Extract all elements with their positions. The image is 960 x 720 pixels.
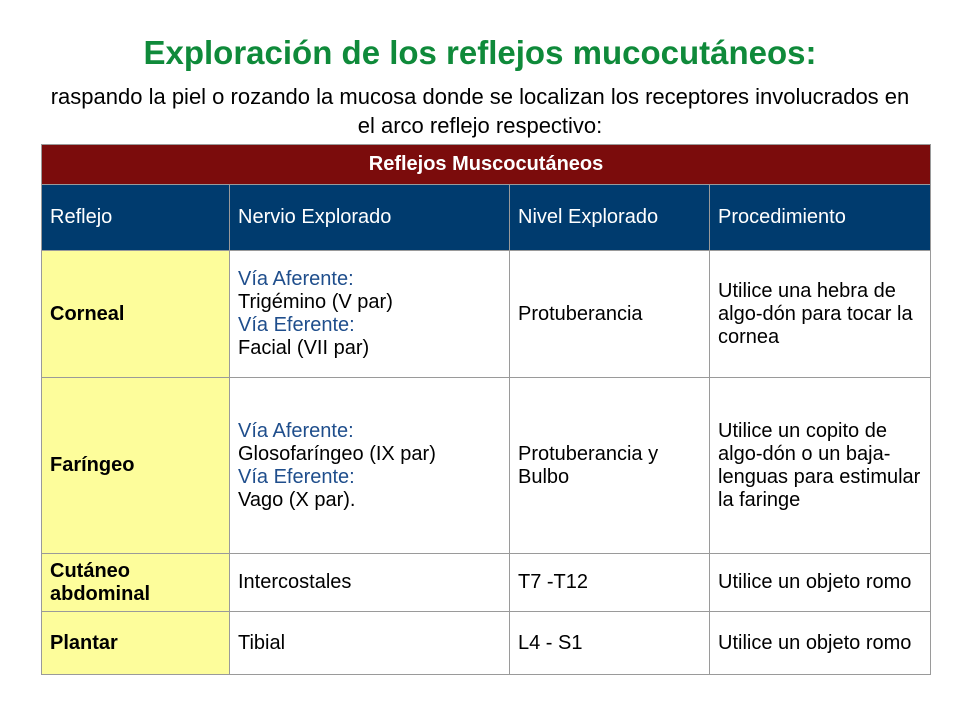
afferent-nerve: Trigémino (V par) <box>238 291 393 313</box>
reflex-name: Corneal <box>42 251 230 378</box>
level-cell: Protuberancia <box>510 251 710 378</box>
efferent-label: Vía Eferente: <box>238 314 355 336</box>
procedure-cell: Utilice un objeto romo <box>710 612 931 675</box>
efferent-nerve: Vago (X par). <box>238 488 356 511</box>
table-row <box>42 378 931 554</box>
efferent-label: Vía Eferente: <box>238 465 355 488</box>
nerve-cell <box>230 378 510 554</box>
table-row <box>42 554 931 612</box>
procedure-cell: Utilice un copito de algo-dón o un baja-lenguas para estimular la faringe <box>710 378 931 554</box>
level-cell: Protuberancia y Bulbo <box>510 378 710 554</box>
procedure-cell: Utilice un objeto romo <box>710 554 931 612</box>
nerve-cell: Tibial <box>230 612 510 675</box>
nerve-cell <box>230 251 510 378</box>
reflexes-table <box>41 144 931 675</box>
header-reflejo: Reflejo <box>42 185 230 251</box>
header-nervio: Nervio Explorado <box>230 185 510 251</box>
level-cell: L4 - S1 <box>510 612 710 675</box>
reflex-name: Plantar <box>42 612 230 675</box>
afferent-nerve: Glosofaríngeo (IX par) <box>238 442 436 465</box>
table-caption-row <box>42 145 931 185</box>
afferent-label: Vía Aferente: <box>238 268 354 290</box>
slide-subtitle: raspando la piel o rozando la mucosa donde se localizan los receptores involucrados en el arco reflejo respectivo: <box>50 84 910 138</box>
efferent-nerve: Facial (VII par) <box>238 337 370 359</box>
header-procedimiento: Procedimiento <box>710 185 931 251</box>
header-nivel: Nivel Explorado <box>510 185 710 251</box>
level-cell: T7 -T12 <box>510 554 710 612</box>
afferent-label: Vía Aferente: <box>238 419 354 442</box>
table-caption: Reflejos Muscocutáneos <box>42 145 931 185</box>
procedure-cell: Utilice una hebra de algo-dón para tocar la cornea <box>710 251 931 378</box>
table-row <box>42 612 931 675</box>
nerve-cell: Intercostales <box>230 554 510 612</box>
reflex-name: Cutáneo abdominal <box>42 554 230 612</box>
table-row <box>42 251 931 378</box>
table-header-row <box>42 185 931 251</box>
slide-title: Exploración de los reflejos mucocutáneos: <box>143 34 817 71</box>
reflex-name: Faríngeo <box>42 378 230 554</box>
